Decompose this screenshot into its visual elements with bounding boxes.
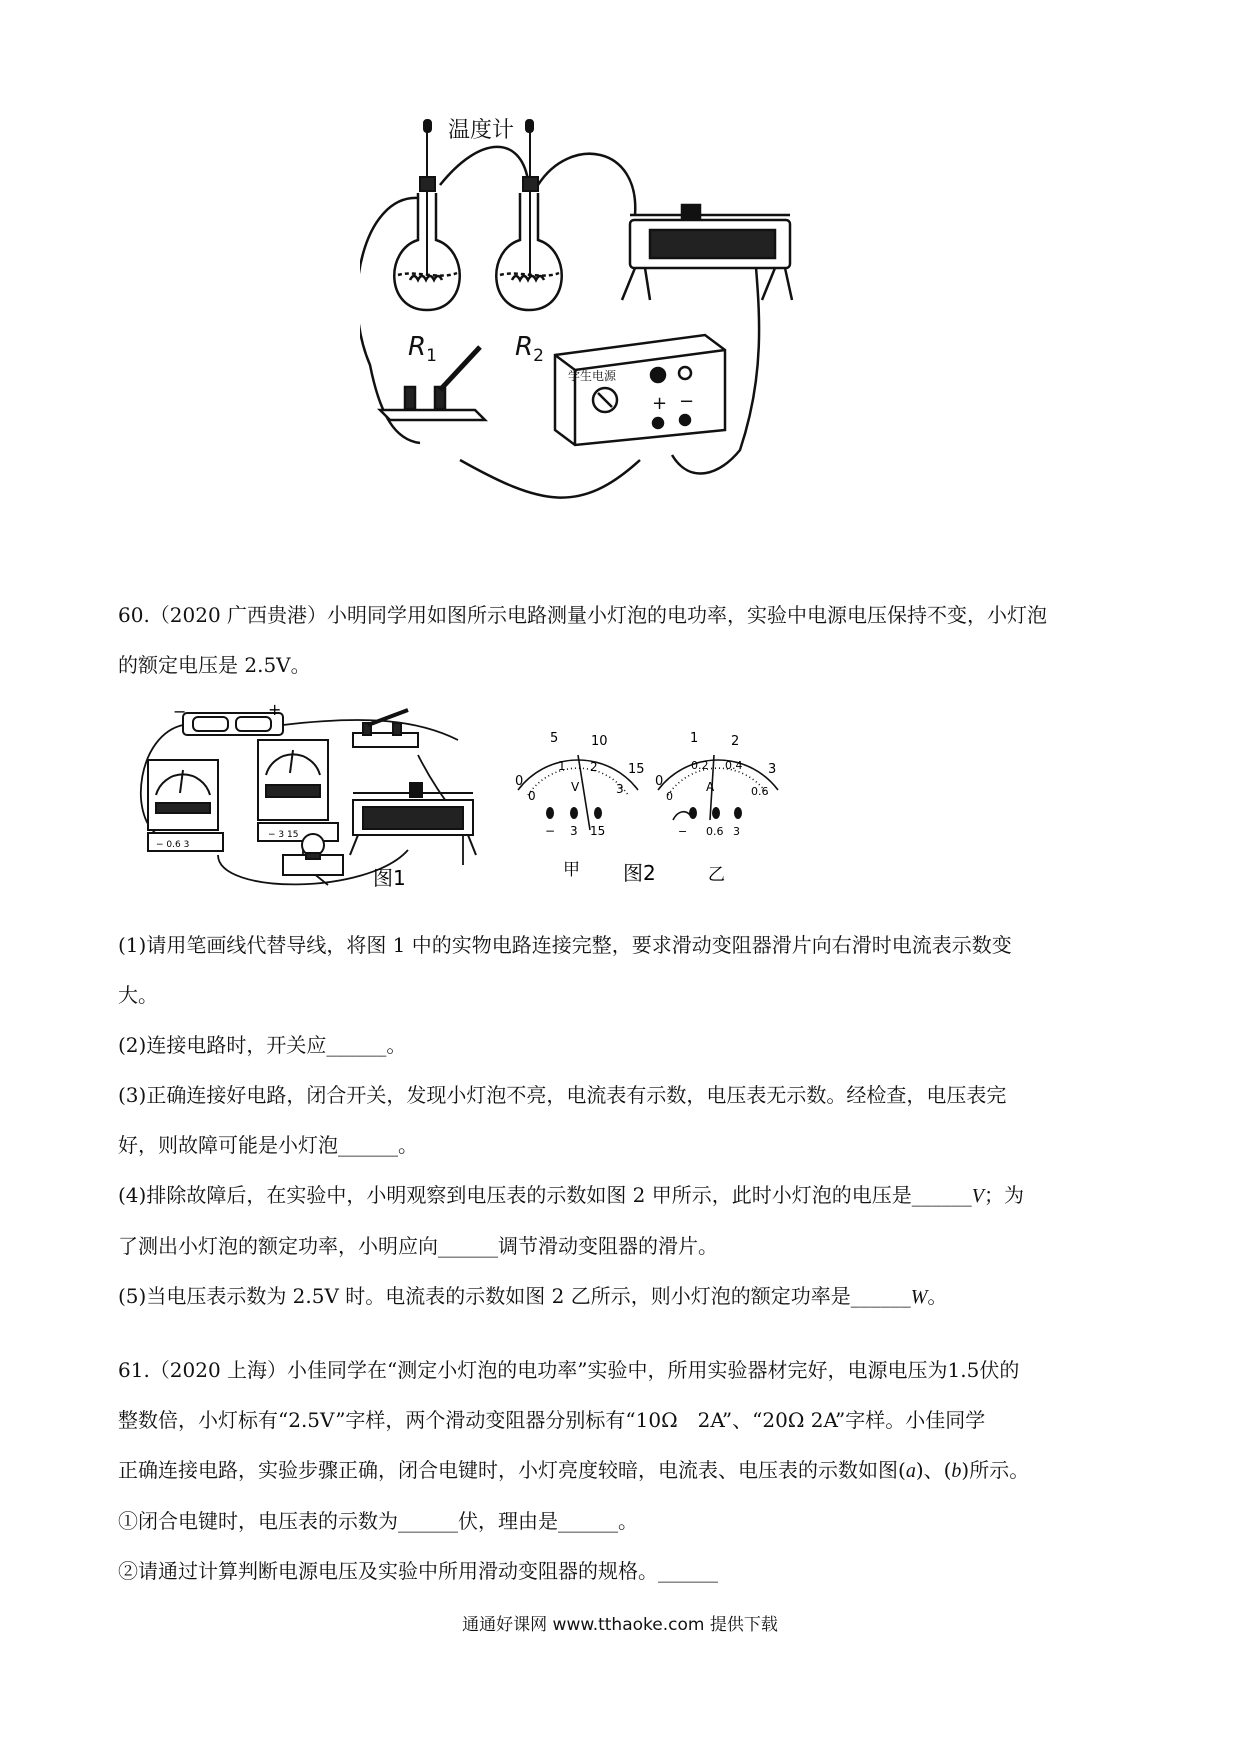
yi-outer-2: 2 — [731, 734, 740, 749]
thermometer-1 — [420, 120, 435, 275]
jia-term-15: 15 — [590, 824, 606, 838]
jia-outer-5: 5 — [550, 731, 559, 746]
jia-unit: V — [571, 780, 580, 794]
yi-inner-06: 0.6 — [751, 785, 769, 798]
jia-term-3: 3 — [570, 824, 578, 838]
yi-term-06: 0.6 — [706, 825, 724, 838]
yi-label: 乙 — [708, 865, 725, 885]
battery-plus: + — [268, 700, 282, 719]
question-60-line1: 60.（2020 广西贵港）小明同学用如图所示电路测量小灯泡的电功率，实验中电源电压保持不变，小灯泡 — [118, 603, 1048, 627]
yi-term-3: 3 — [733, 825, 740, 838]
power-supply-label: 学生电源 — [568, 369, 617, 383]
jia-inner-0: 0 — [528, 789, 536, 803]
question-60-stem — [118, 590, 1128, 690]
jia-outer-15: 15 — [628, 762, 645, 777]
yi-inner-04: 0.4 — [725, 759, 743, 772]
switch — [353, 710, 418, 747]
jia-outer-0: 0 — [515, 774, 524, 789]
r1-label: $R_1$ — [408, 332, 437, 366]
ammeter-terminals: − 0.6 3 — [156, 840, 190, 850]
jia-inner-3: 3 — [616, 782, 624, 796]
yi-inner-0: 0 — [666, 790, 673, 803]
rheostat-fig1 — [350, 783, 476, 855]
yi-outer-3: 3 — [768, 762, 777, 777]
wire-r2-to-rheostat — [538, 154, 635, 215]
joule-heating-figure — [360, 115, 880, 525]
question-60-parts — [118, 920, 1128, 1322]
jia-term-minus: − — [545, 824, 556, 838]
q61-line2: 整数倍，小灯标有“2.5V”字样，两个滑动变阻器分别标有“10Ω 2A”、“20Ω 2A”字样。小佳同学 — [118, 1408, 986, 1432]
part-3-line2: 好，则故障可能是小灯泡______。 — [118, 1133, 418, 1157]
part-1-line1: (1)请用笔画线代替导线，将图 1 中的实物电路连接完整，要求滑动变阻器滑片向右滑时电流表示数变 — [118, 933, 1012, 957]
part-4-line1: (4)排除故障后，在实验中，小明观察到电压表的示数如图 2 甲所示，此时小灯泡的电压是______V；为 — [118, 1183, 1024, 1207]
fig2-label: 图2 — [623, 861, 656, 885]
fig1-label: 图1 — [373, 866, 406, 890]
q61-line3: 正确连接电路，实验步骤正确，闭合电键时，小灯亮度较暗，电流表、电压表的示数如图(a)、(b)所示。 — [118, 1458, 1030, 1482]
yi-unit: A — [706, 780, 715, 794]
wire-top — [440, 147, 528, 185]
rheostat-top — [622, 205, 792, 300]
voltmeter — [258, 740, 338, 841]
voltmeter-terminals: − 3 15 — [268, 830, 299, 840]
part-2: (2)连接电路时，开关应______。 — [118, 1033, 407, 1057]
yi-term-minus: − — [678, 825, 688, 838]
thermometer-2 — [523, 120, 538, 275]
question-60-line2: 的额定电压是 2.5V。 — [118, 653, 311, 677]
supply-plus: + — [652, 393, 668, 414]
question-61 — [118, 1345, 1128, 1596]
jia-inner-1: 1 — [558, 759, 566, 773]
yi-outer-1: 1 — [690, 731, 699, 746]
supply-minus: − — [679, 391, 695, 412]
yi-outer-0: 0 — [655, 774, 664, 789]
part-4-line2: 了测出小灯泡的额定功率，小明应向______调节滑动变阻器的滑片。 — [118, 1234, 718, 1258]
jia-outer-10: 10 — [591, 734, 608, 749]
page-footer: 通通好课网 www.tthaoke.com 提供下载 — [462, 1615, 778, 1635]
q61-line1: 61.（2020 上海）小佳同学在“测定小灯泡的电功率”实验中，所用实验器材完好，电源电压为1.5伏的 — [118, 1358, 1020, 1382]
q61-sub2: ②请通过计算判断电源电压及实验中所用滑动变阻器的规格。______ — [118, 1559, 718, 1583]
q61-sub1: ①闭合电键时，电压表的示数为______伏，理由是______。 — [118, 1509, 638, 1533]
part-3-line1: (3)正确连接好电路，闭合开关，发现小灯泡不亮，电流表有示数，电压表无示数。经检查，电压表完 — [118, 1083, 1007, 1107]
r2-label: $R_2$ — [515, 332, 544, 366]
ammeter — [148, 760, 223, 851]
figure-60 — [118, 695, 898, 905]
yi-inner-02: 0.2 — [691, 759, 709, 772]
student-power-supply — [555, 335, 725, 445]
battery-minus: − — [173, 702, 187, 721]
part-1-line2: 大。 — [118, 983, 158, 1007]
wire-switch-to-supply — [460, 460, 640, 498]
part-5: (5)当电压表示数为 2.5V 时。电流表的示数如图 2 乙所示，则小灯泡的额定功率是______W。 — [118, 1284, 948, 1308]
jia-label: 甲 — [563, 860, 580, 880]
jia-inner-2: 2 — [590, 760, 598, 774]
thermometer-label: 温度计 — [448, 118, 515, 143]
